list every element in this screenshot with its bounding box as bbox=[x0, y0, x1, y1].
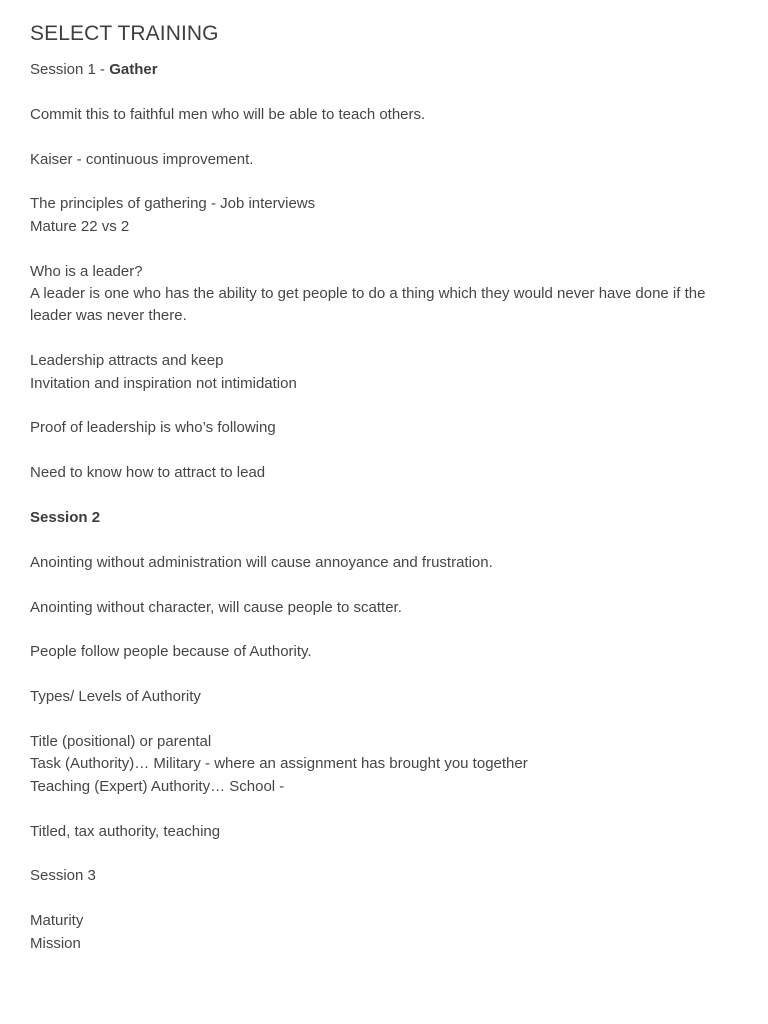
session-1-prefix: Session 1 - bbox=[30, 61, 110, 78]
mission-line: Mission bbox=[30, 934, 81, 952]
paragraph-proof: Proof of leadership is who’s following bbox=[30, 419, 276, 437]
leader-question: Who is a leader? bbox=[30, 262, 143, 280]
paragraph-authority-list bbox=[30, 731, 738, 798]
note-title: SELECT TRAINING bbox=[30, 22, 219, 45]
paragraph-principles bbox=[30, 193, 738, 238]
authority-task: Task (Authority)… Military - where an assignment has brought you together bbox=[30, 755, 528, 773]
attracts-line-1: Leadership attracts and keep bbox=[30, 352, 224, 370]
authority-title: Title (positional) or parental bbox=[30, 732, 212, 750]
paragraph-follow: People follow people because of Authority. bbox=[30, 643, 312, 661]
paragraph-need: Need to know how to attract to lead bbox=[30, 464, 266, 482]
paragraph-leader bbox=[30, 261, 738, 328]
paragraph-anointing-admin: Anointing without administration will cause annoyance and frustration. bbox=[30, 553, 493, 571]
leader-definition: A leader is one who has the ability to get people to do a thing which they would never have done if the leader was never there. bbox=[30, 285, 706, 325]
session-1-heading bbox=[30, 59, 738, 81]
maturity-line: Maturity bbox=[30, 912, 84, 930]
session-1-name: Gather bbox=[109, 61, 158, 78]
session-3-heading: Session 3 bbox=[30, 867, 96, 885]
paragraph-anointing-character: Anointing without character, will cause people to scatter. bbox=[30, 598, 402, 616]
paragraph-attracts bbox=[30, 350, 738, 395]
attracts-line-2: Invitation and inspiration not intimidation bbox=[30, 374, 297, 392]
principles-line-2: Mature 22 vs 2 bbox=[30, 217, 130, 235]
paragraph-commit: Commit this to faithful men who will be able to teach others. bbox=[30, 105, 426, 123]
session-2-heading: Session 2 bbox=[30, 509, 101, 526]
paragraph-kaiser: Kaiser - continuous improvement. bbox=[30, 150, 254, 168]
paragraph-types: Types/ Levels of Authority bbox=[30, 688, 201, 706]
paragraph-maturity-mission bbox=[30, 910, 738, 955]
paragraph-titled: Titled, tax authority, teaching bbox=[30, 822, 221, 840]
authority-teaching: Teaching (Expert) Authority… School - bbox=[30, 777, 285, 795]
principles-line-1: The principles of gathering - Job interviews bbox=[30, 195, 316, 213]
